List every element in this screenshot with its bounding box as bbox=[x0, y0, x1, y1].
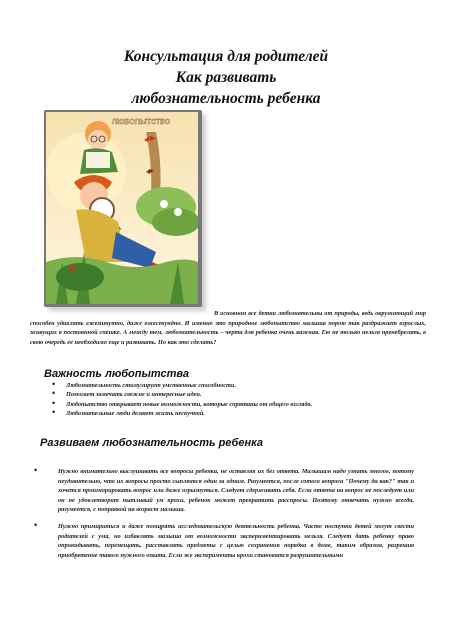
list-item: • Любознательные люди делают жизнь нескучной. bbox=[44, 409, 414, 418]
importance-list bbox=[44, 381, 414, 419]
title-line-2: Как развивать bbox=[175, 69, 277, 86]
list-item: • Любопытство открывает новые возможности, которые спрятаны от общего взгляда. bbox=[44, 400, 414, 409]
intro-paragraph bbox=[30, 309, 426, 347]
document-title bbox=[0, 46, 452, 109]
list-item: • Помогает замечать свежие и интересные идеи. bbox=[44, 390, 414, 399]
advice-list bbox=[34, 467, 414, 567]
title-line-3: любознательность ребенка bbox=[131, 90, 321, 107]
section-heading-importance: Важность любопытства bbox=[44, 368, 190, 380]
list-item: • Нужно внимательно выслушивать все вопросы ребенка, не оставляя их без ответа. Малышам надо узнать многое, потому неудивительно, что их вопросы просто сыплются один за одним. Разумеется, после сотого вопроса "Почему да как?" так и хочется проигнорировать вопрос или даже огрызнуться. Следует сдерживать себя. Если ответа на вопрос не последует или он не удовлетворит пытливый ум крохи, ребенок может прекратить расспросы. Поэтому отвечать нужно всегда, разумеется, с поправкой на возраст малыша. bbox=[34, 467, 414, 515]
list-item: • Нужно примириться и даже поощрять исследовательскую деятельность ребенка. Часто поступки детей могут свести родителей с ума, но избавлять малыша от возможности экспериментировать нельзя. Следует дать ребенку право опрокидывать, перемещать, расставлять предметы с целью сохранения порядка в доме, таким образом, разрешив приобретение такого нужного опыта. Если же эксперименты крохи становятся разрушительными bbox=[34, 522, 414, 560]
book-title: ЛЮБОПЫТСТВО bbox=[112, 119, 171, 126]
children-with-magnifier-illustration bbox=[46, 112, 198, 304]
section-heading-develop: Развиваем любознательность ребенка bbox=[40, 437, 263, 449]
book-cover-illustration bbox=[44, 110, 202, 307]
intro-text: В основном все детки любознательны от природы, ведь окружающий мир способен удивлять ежеминутно, даже ежесекундно. И именно это природное любопытство малыша порою так раздражает взрослых, живущих в постоянной спешке. А между тем, любознательность – черта для ребенка очень важная. Ею не только нельзя пренебрегать, в свою очередь ее необходимо еще и развивать. Но как это сделать? bbox=[30, 310, 426, 346]
list-item: • Любознательность стимулирует умственные способности. bbox=[44, 381, 414, 390]
title-line-1: Консультация для родителей bbox=[123, 48, 329, 65]
